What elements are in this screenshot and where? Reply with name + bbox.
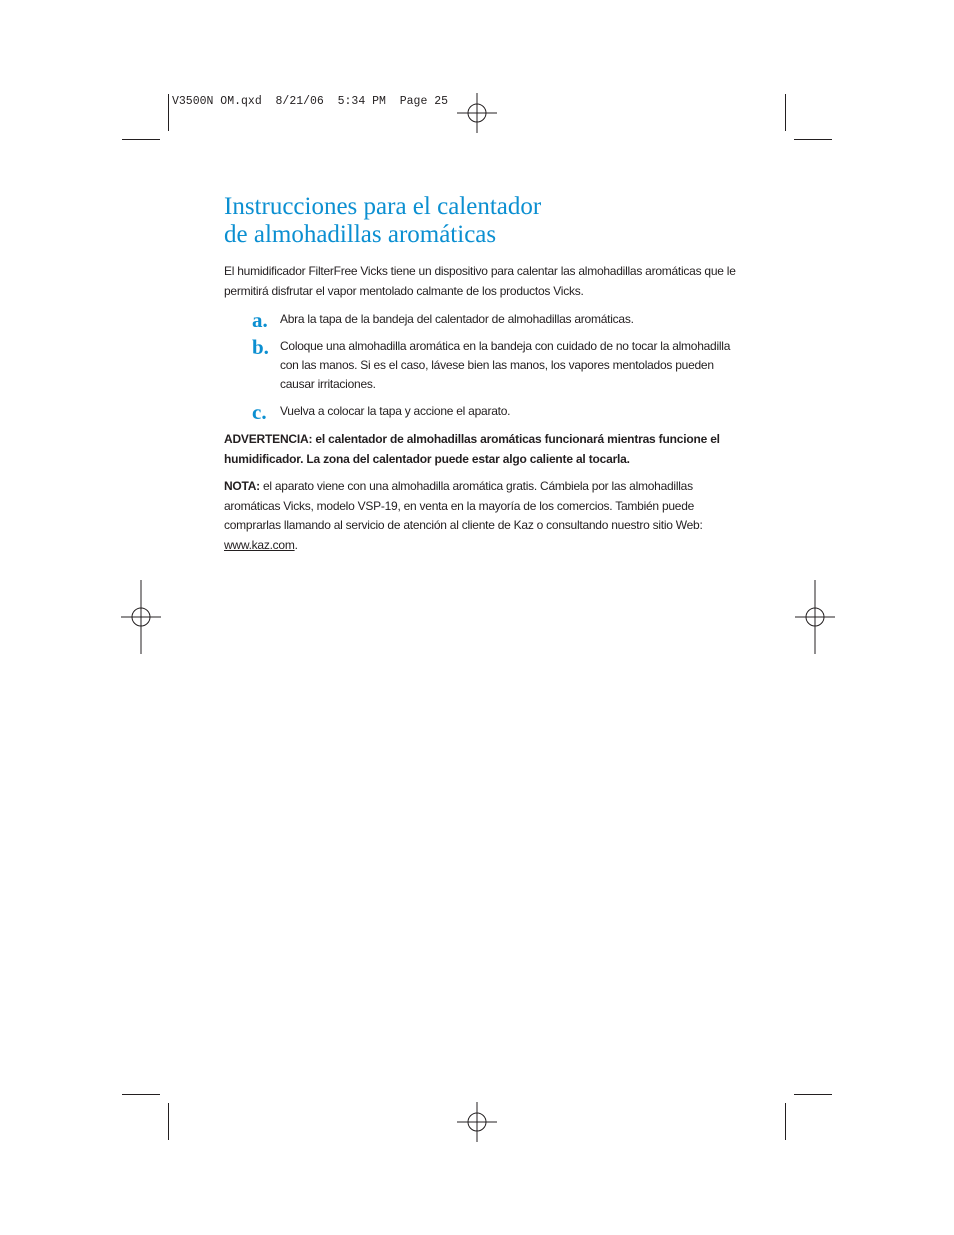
step-text: Coloque una almohadilla aromática en la bandeja con cuidado de no tocar la almohadilla con las manos. Si es el caso, lávese bien las manos, los vapores mentolados pueden causar irritaciones. [280, 339, 731, 391]
registration-mark-icon [121, 580, 161, 654]
crop-mark [168, 94, 169, 131]
step-text: Vuelva a colocar la tapa y accione el aparato. [280, 404, 511, 418]
crop-mark [122, 1094, 160, 1095]
title-line: de almohadillas aromáticas [224, 221, 497, 248]
warning-paragraph: ADVERTENCIA: el calentador de almohadillas aromáticas funcionará mientras funcione el humidificador. La zona del calentador puede estar algo caliente al tocarla. [224, 432, 720, 466]
registration-mark-icon [457, 93, 497, 133]
registration-mark-icon [457, 1102, 497, 1142]
step-letter: c. [252, 400, 267, 424]
crop-mark [122, 139, 160, 140]
note-paragraph [224, 477, 736, 555]
note-label: NOTA: [224, 479, 260, 493]
print-slug: V3500N OM.qxd 8/21/06 5:34 PM Page 25 [172, 95, 449, 108]
crop-mark [785, 1103, 786, 1140]
intro-paragraph: El humidificador FilterFree Vicks tiene un dispositivo para calentar las almohadillas aromáticas que le permitirá disfrutar el vapor mentolado calmante de los productos Vicks. [224, 264, 736, 298]
note-text: el aparato viene con una almohadilla aromática gratis. Cámbiela por las almohadillas aromáticas Vicks, modelo VSP-19, en venta en la mayoría de los comercios. También puede comprarlas llamando al servicio de atención al cliente de Kaz o consultando nuestro sitio Web: [224, 479, 703, 532]
step-letter: a. [252, 308, 268, 332]
page-title [224, 193, 784, 249]
registration-mark-icon [795, 580, 835, 654]
note-end: . [294, 537, 298, 552]
crop-mark [794, 139, 832, 140]
website-link[interactable]: www.kaz.com [224, 537, 295, 552]
step-letter: b. [252, 335, 269, 359]
step-text: Abra la tapa de la bandeja del calentador de almohadillas aromáticas. [280, 312, 634, 326]
crop-mark [785, 94, 786, 131]
crop-mark [168, 1103, 169, 1140]
title-line: Instrucciones para el calentador [224, 193, 542, 220]
crop-mark [794, 1094, 832, 1095]
